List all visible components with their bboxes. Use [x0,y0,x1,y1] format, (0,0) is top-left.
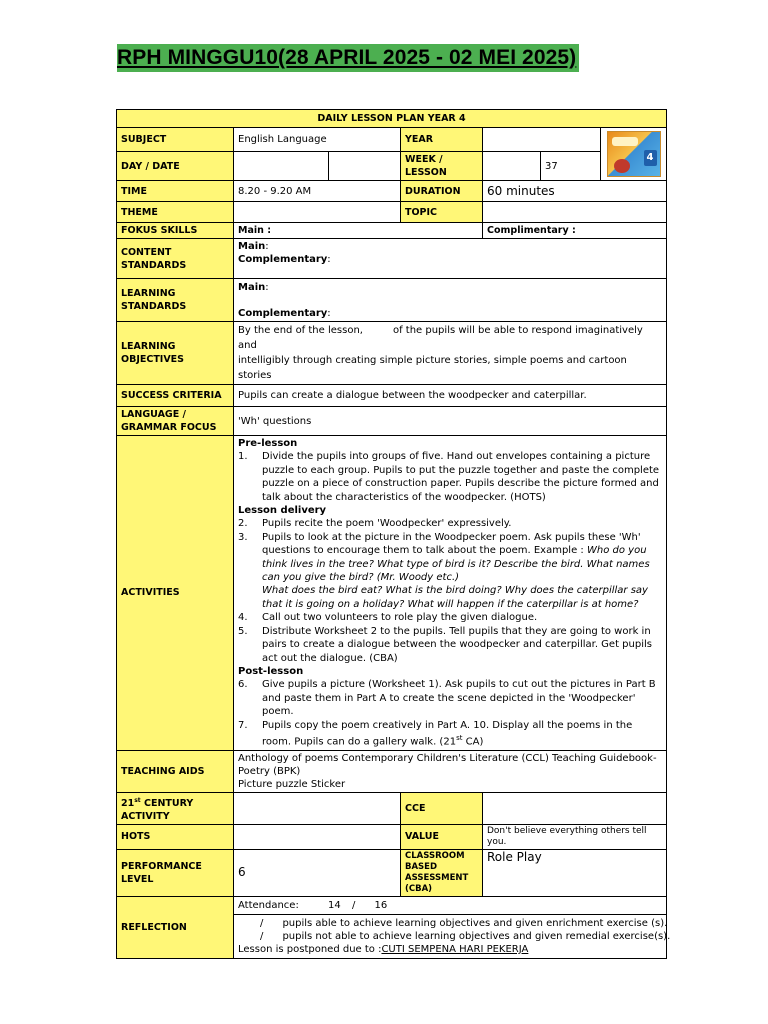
hots-value [234,824,401,849]
teaching-aids-value: Anthology of poems Contemporary Children's Literature (CCL) Teaching Guidebook- Poetry (BPK) Picture puzzle Sticker [234,750,667,792]
value-value: Don't believe everything others tell you. [483,824,667,849]
cce-label: CCE [401,792,483,824]
page-title: RPH MINGGU10(28 APRIL 2025 - 02 MEI 2025) [117,44,579,72]
lesson-delivery-heading: Lesson delivery [238,505,327,517]
day-date-label: DAY / DATE [117,152,234,181]
performance-label: PERFORMANCE LEVEL [117,849,234,896]
fokus-main: Main : [234,223,483,239]
content-standards-value: Main: Complementary: [234,239,667,279]
activity-list-post [238,678,662,748]
week-value [483,152,541,181]
subject-label: SUBJECT [117,128,234,152]
learning-standards-label: LEARNING STANDARDS [117,279,234,322]
activity-list-pre [238,450,662,504]
topic-value [483,202,667,223]
content-standards-label: CONTENT STANDARDS [117,239,234,279]
postponed-reason: CUTI SEMPENA HARI PEKERJA [381,943,529,955]
lesson-value: 37 [541,152,601,181]
list-item: 6. Give pupils a picture (Worksheet 1). Ask pupils to cut out the pictures in Part B and paste them in Part A to create the scene depicted in the 'Woodpecker' poem. [238,679,656,718]
value-label: VALUE [401,824,483,849]
lesson-plan-table [116,109,671,959]
century-value [234,792,401,824]
fokus-label: FOKUS SKILLS [117,223,234,239]
time-value: 8.20 - 9.20 AM [234,181,401,202]
year-value [483,128,601,152]
language-label: LANGUAGE / GRAMMAR FOCUS [117,407,234,436]
performance-value: 6 [234,849,401,896]
cce-value [483,792,667,824]
duration-value: 60 minutes [483,181,667,202]
list-item: 4. Call out two volunteers to role play the given dialogue. [238,612,538,624]
list-item: 7. Pupils copy the poem creatively in Part A. 10. Display all the poems in the room. Pupils can do a gallery walk. (21st CA) [238,719,633,748]
textbook-cover [601,128,667,181]
list-item: 3. Pupils to look at the picture in the Woodpecker poem. Ask pupils these 'Wh' questions to encourage them to talk about the poem. Example : Who do you think lives in the tree? What type of bird is it? Describe the bird. What names can you give the bird? (Mr. Woody etc.) What does the bird eat? What is the bird doing? Why does the caterpillar say that it is going on a holiday? What will happen if the caterpillar is at home? [238,531,650,610]
date-value [329,152,401,181]
theme-label: THEME [117,202,234,223]
week-lesson-label: WEEK / LESSON [401,152,483,181]
day-value [234,152,329,181]
activity-list-delivery [238,517,662,664]
attendance-row: Attendance: 14 / 16 [234,896,667,914]
list-item: 5. Distribute Worksheet 2 to the pupils. Tell pupils that they are going to work in pairs to create a dialogue between the woodpecker and caterpillar. Get pupils act out the dialogue. (CBA) [238,625,652,664]
activities-label: ACTIVITIES [117,436,234,751]
objectives-value: By the end of the lesson, of the pupils will be able to respond imaginatively and intelligibly through creating simple picture stories, simple poems and cartoon stories [234,322,667,385]
activities-value [234,436,667,751]
duration-label: DURATION [401,181,483,202]
list-item: 1. Divide the pupils into groups of five. Hand out envelopes containing a picture puzzle to each group. Pupils to put the puzzle together and paste the complete puzzle on a piece of construction paper. Pupils describe the picture formed and talk about the characteristics of the woodpecker. (HOTS) [238,451,660,503]
teaching-aids-label: TEACHING AIDS [117,750,234,792]
reflection-label: REFLECTION [117,896,234,958]
cba-value: Role Play [483,849,667,896]
century-label: 21st CENTURY ACTIVITY [117,792,234,824]
hots-label: HOTS [117,824,234,849]
post-lesson-heading: Post-lesson [238,665,304,677]
year-label: YEAR [401,128,483,152]
reflection-value: / pupils able to achieve learning objectives and given enrichment exercise (s). / pupils not able to achieve learning objectives and given remedial exercise(s). Lesson is postponed due to :CUTI SEMPENA HARI PEKERJA [234,914,667,958]
textbook-cover-image: 4 [607,131,661,177]
theme-value [234,202,401,223]
topic-label: TOPIC [401,202,483,223]
fokus-comp: Complimentary : [483,223,667,239]
plan-header: DAILY LESSON PLAN YEAR 4 [117,110,667,128]
list-item: 2. Pupils recite the poem 'Woodpecker' expressively. [238,518,512,530]
pre-lesson-heading: Pre-lesson [238,438,298,449]
success-label: SUCCESS CRITERIA [117,385,234,407]
objectives-label: LEARNING OBJECTIVES [117,322,234,385]
time-label: TIME [117,181,234,202]
subject-value: English Language [234,128,401,152]
language-value: 'Wh' questions [234,407,667,436]
cba-label: CLASSROOM BASED ASSESSMENT (CBA) [401,849,483,896]
success-value: Pupils can create a dialogue between the woodpecker and caterpillar. [234,385,667,407]
learning-standards-value: Main: Complementary: [234,279,667,322]
